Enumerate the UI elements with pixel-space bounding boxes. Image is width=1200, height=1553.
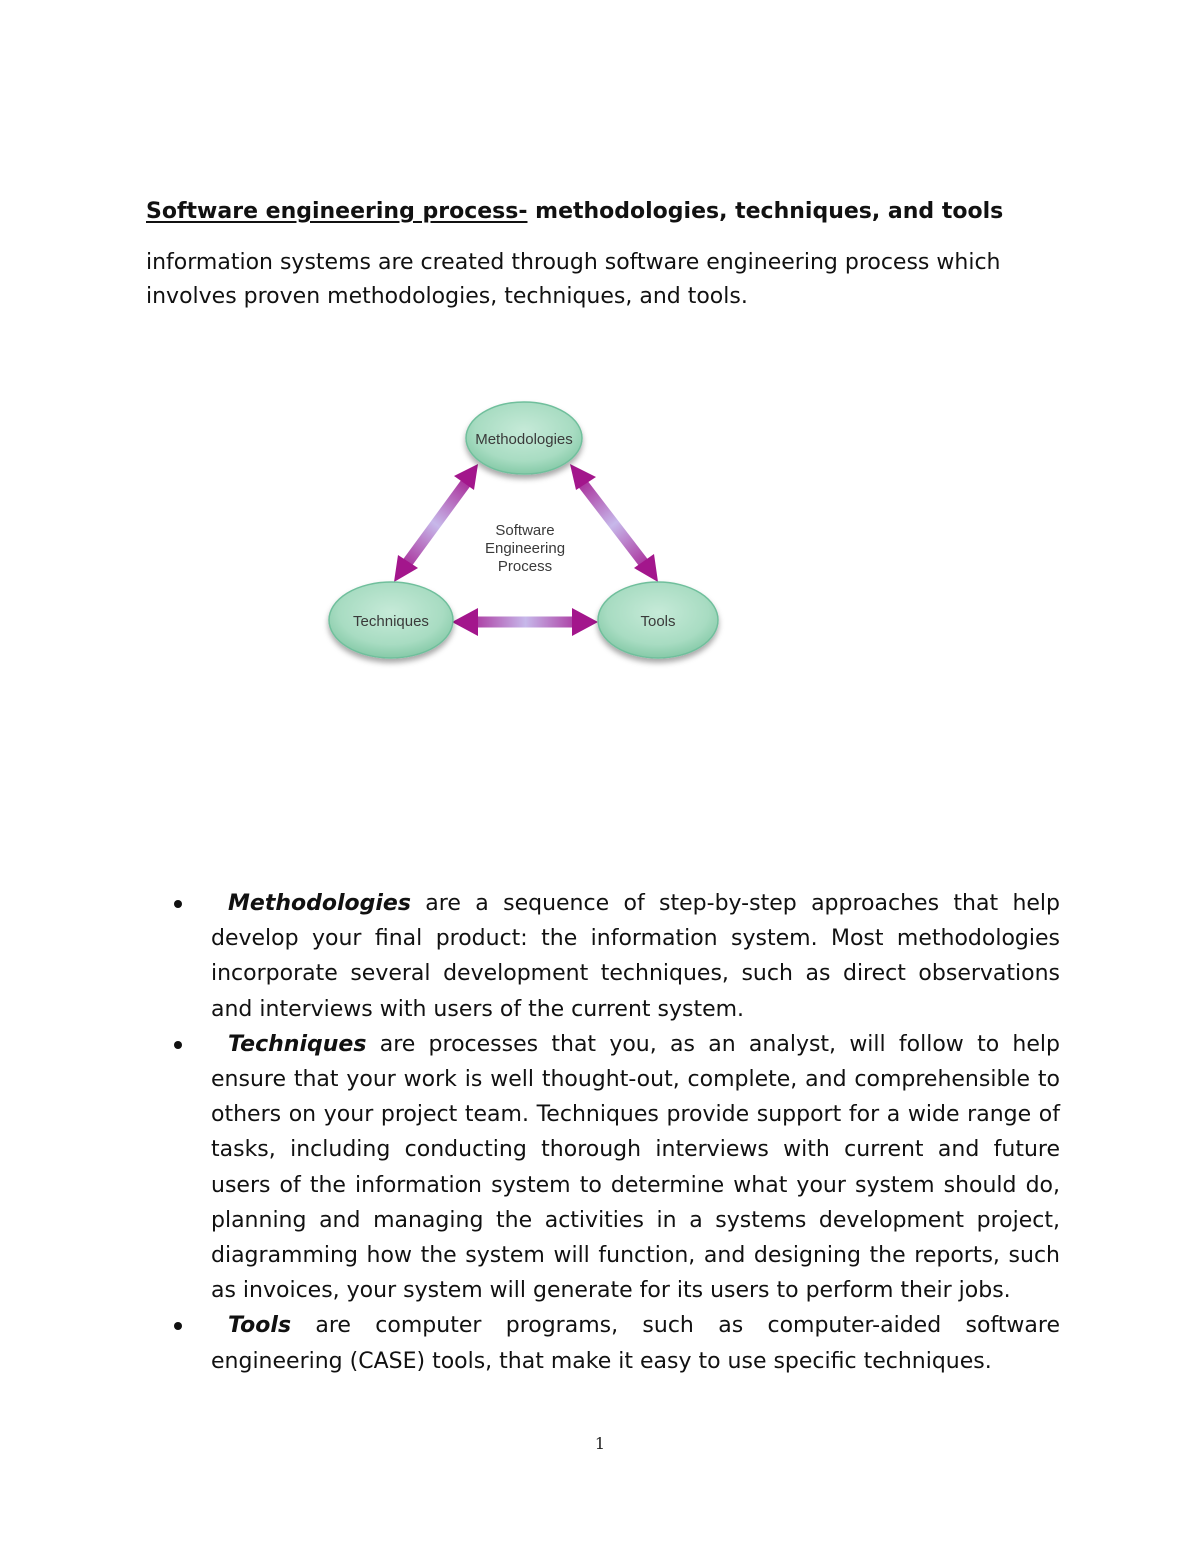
arrow-techniques-tools: [452, 608, 598, 636]
term-techniques: Techniques: [228, 1031, 367, 1057]
arrow-methodologies-techniques: [394, 464, 478, 582]
definition-tools: are computer programs, such as computer-aided software engineering (CASE) tools, that make it easy to use specific techniques.: [211, 1313, 1060, 1374]
node-techniques: [329, 582, 453, 658]
node-tools: [598, 582, 718, 658]
bullet-icon: [174, 1041, 182, 1049]
center-label-line-2: Engineering: [484, 540, 566, 557]
bullet-icon: [174, 1322, 182, 1330]
term-tools: Tools: [228, 1313, 292, 1339]
page-number: 1: [594, 1434, 606, 1453]
node-methodologies: [466, 402, 582, 474]
node-tools-label: Tools: [640, 613, 676, 630]
node-techniques-label: Techniques: [353, 613, 429, 630]
arrow-methodologies-tools: [570, 464, 658, 582]
intro-paragraph: information systems are created through software engineering process which involves proven methodologies, techniques, and tools.: [146, 250, 1001, 309]
node-methodologies-label: Methodologies: [475, 431, 573, 448]
page-heading: [146, 196, 1086, 228]
definition-techniques: are processes that you, as an analyst, will follow to help ensure that your work is well thought-out, complete, and comprehensible to others on your project team. Techniques provide support for a wide range of tasks, including conducting thorough interviews with current and future users of the information system to determine what your system should do, planning and managing the activities in a systems development project, diagramming how the system will function, and designing the reports, such as invoices, your system will generate for its users to perform their jobs.: [211, 1031, 1060, 1304]
process-diagram-svg: [318, 392, 728, 677]
center-label: [485, 522, 565, 575]
list-item: [172, 1027, 1060, 1309]
definition-list: [172, 886, 1060, 1379]
heading-rest: methodologies, techniques, and tools: [527, 199, 1004, 224]
center-label-line-3: Process: [497, 558, 553, 575]
process-diagram: [318, 392, 728, 677]
list-item: [172, 1308, 1060, 1378]
list-item: [172, 886, 1060, 1027]
bullet-icon: [174, 900, 182, 908]
term-methodologies: Methodologies: [228, 891, 411, 916]
definition-methodologies: are a sequence of step-by-step approaches that help develop your final product: the information system. Most methodologies incorporate several development techniques, such as direct observations and interviews with users of the current system.: [211, 891, 1060, 1022]
center-label-line-1: Software: [495, 522, 555, 539]
heading-underlined: Software engineering process-: [146, 199, 528, 224]
